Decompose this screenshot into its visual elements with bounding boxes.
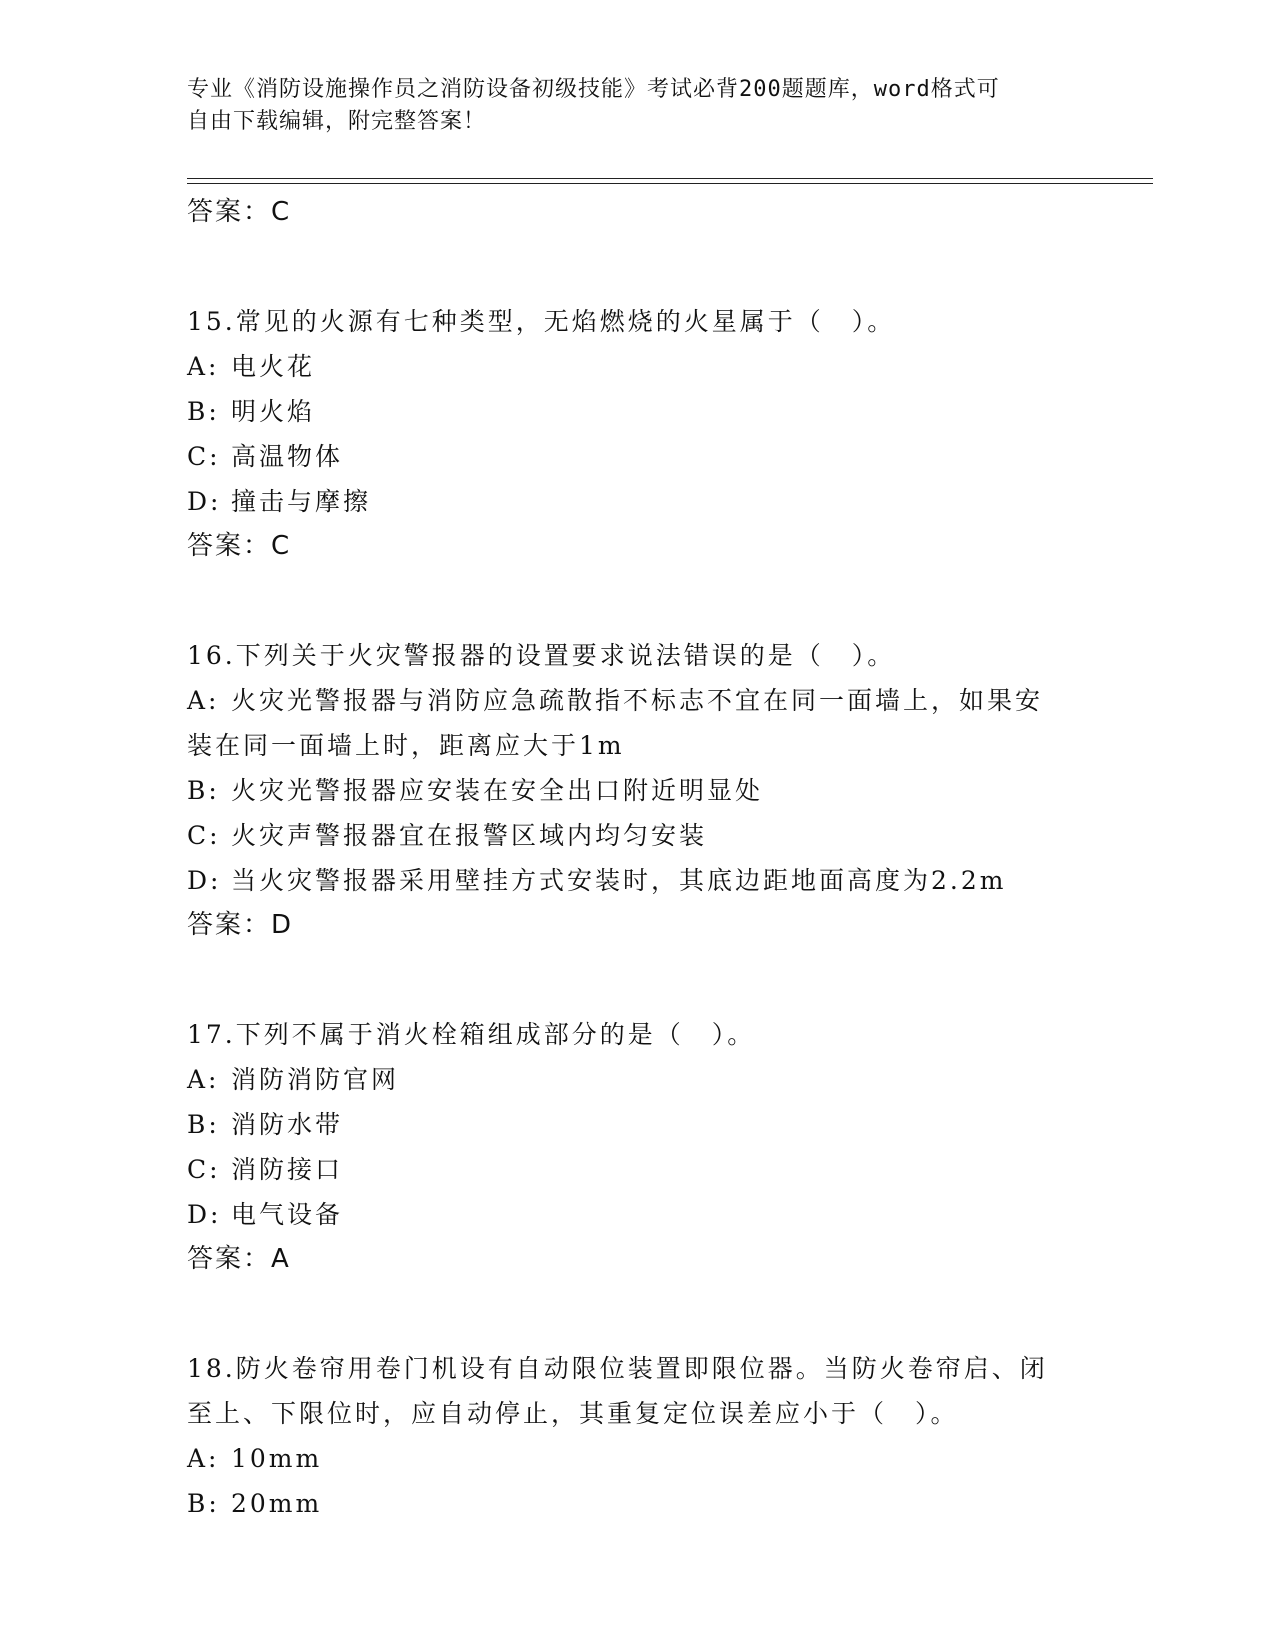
option-text: 电气设备 [231,1200,344,1229]
option-18-b [187,1481,1087,1526]
option-16-a [187,678,1087,723]
option-text: 消防消防官网 [231,1065,400,1094]
option-key: B: [187,1489,220,1518]
question-18-line-1: 18.防火卷帘用卷门机设有自动限位装置即限位器。当防火卷帘启、闭 [187,1354,1048,1383]
option-key: D: [187,1200,222,1229]
answer-q17: 答案：A [187,1244,291,1274]
option-text: 火灾声警报器宜在报警区域内均匀安装 [231,821,708,850]
option-text: 当火灾警报器采用壁挂方式安装时，其底边距地面高度为2.2m [231,866,1007,895]
option-key: C: [187,1155,221,1184]
option-15-d [187,479,1087,524]
option-text: 消防接口 [231,1155,344,1184]
question-17: 17.下列不属于消火栓箱组成部分的是（ ）。 [187,1020,756,1049]
option-text: 消防水带 [231,1110,344,1139]
option-key: D: [187,866,222,895]
header-divider-bottom [187,183,1153,184]
answer-q14: 答案：C [187,197,292,227]
option-text: 高温物体 [231,442,344,471]
option-15-a [187,344,1087,389]
question-16: 16.下列关于火灾警报器的设置要求说法错误的是（ ）。 [187,641,896,670]
option-key: A: [187,1444,220,1473]
option-text: 20mm [231,1489,323,1518]
option-text: 火灾光警报器应安装在安全出口附近明显处 [231,776,764,805]
option-17-a [187,1057,1087,1102]
header-divider-top [187,178,1153,179]
option-17-b [187,1102,1087,1147]
document-header [187,74,1067,138]
option-17-c [187,1147,1087,1192]
option-15-b [187,389,1087,434]
option-key: A: [187,1065,220,1094]
question-list [187,190,1087,1526]
option-key: A: [187,686,220,715]
option-key: C: [187,442,221,471]
option-text: 火灾光警报器与消防应急疏散指不标志不宜在同一面墙上，如果安 [231,686,1044,715]
answer-q16: 答案：D [187,910,294,940]
spacer [187,1282,1087,1346]
option-text: 撞击与摩擦 [231,487,372,516]
question-18-line-2: 至上、下限位时，应自动停止，其重复定位误差应小于（ ）。 [187,1399,959,1428]
option-16-a-continued: 装在同一面墙上时，距离应大于1m [187,731,625,760]
option-17-d [187,1192,1087,1237]
option-key: C: [187,821,221,850]
spacer [187,235,1087,299]
header-title-line-1: 专业《消防设施操作员之消防设备初级技能》考试必背200题题库，word格式可 [187,77,1000,102]
option-key: D: [187,487,222,516]
option-16-b [187,768,1087,813]
spacer [187,948,1087,1012]
option-text: 10mm [231,1444,323,1473]
option-key: B: [187,776,220,805]
question-15: 15.常见的火源有七种类型，无焰燃烧的火星属于（ ）。 [187,307,896,336]
spacer [187,569,1087,633]
option-15-c [187,434,1087,479]
header-title-line-2: 自由下载编辑，附完整答案！ [187,109,487,134]
option-text: 电火花 [231,352,316,381]
option-16-d [187,858,1087,903]
answer-q15: 答案：C [187,531,292,561]
option-18-a [187,1436,1087,1481]
option-key: B: [187,397,220,426]
option-text: 明火焰 [231,397,316,426]
option-key: B: [187,1110,220,1139]
option-16-c [187,813,1087,858]
option-key: A: [187,352,220,381]
